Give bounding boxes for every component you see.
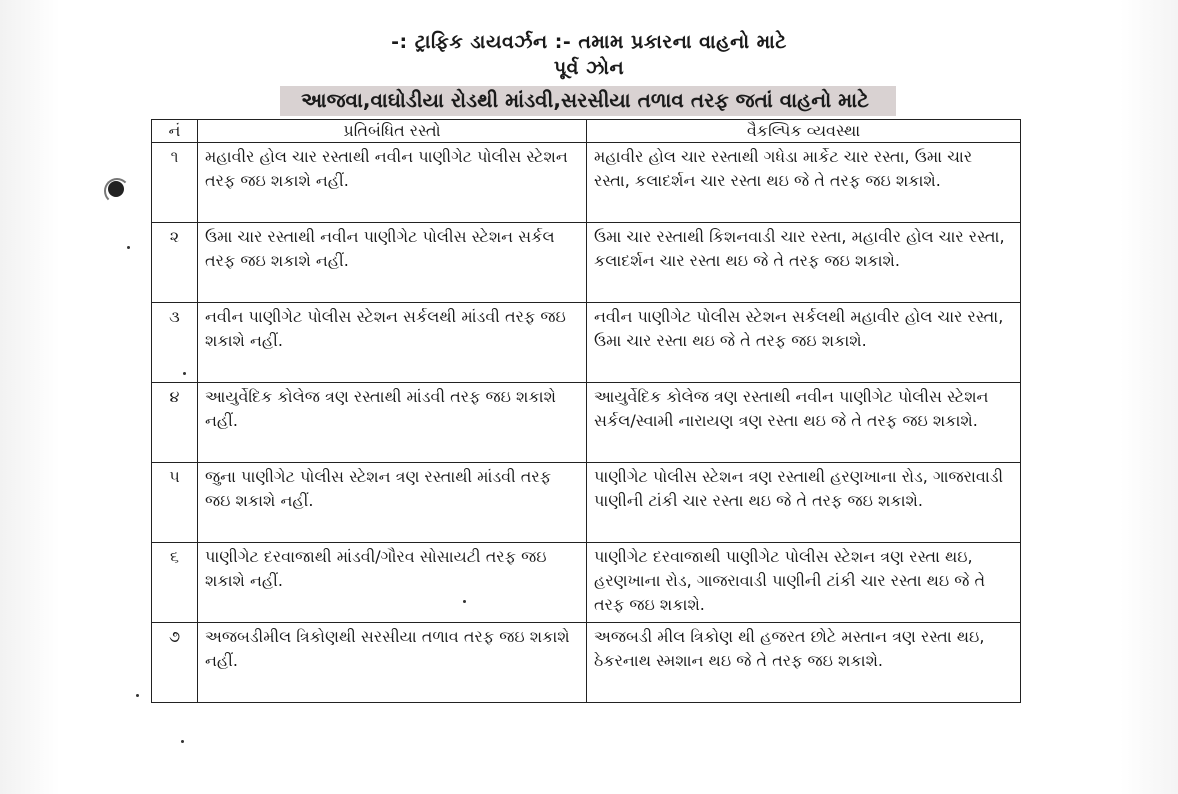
restricted-road-cell: જુના પાણીગેટ પોલીસ સ્ટેશન ત્રણ રસ્તાથી માંડવી તરફ જઇ શકાશે નહીં. xyxy=(198,463,587,543)
restricted-road-cell: ઉમા ચાર રસ્તાથી નવીન પાણીગેટ પોલીસ સ્ટેશન સર્કલ તરફ જઇ શકાશે નહીં. xyxy=(198,223,587,303)
restricted-road-cell: અજબડીમીલ ત્રિકોણથી સરસીયા તળાવ તરફ જઇ શકાશે નહીં. xyxy=(198,623,587,703)
column-header-restricted-road: પ્રતિબંધિત રસ્તો xyxy=(198,120,587,143)
alternative-route-cell: મહાવીર હોલ ચાર રસ્તાથી ગધેડા માર્કેટ ચાર રસ્તા, ઉમા ચાર રસ્તા, કલાદર્શન ચાર રસ્તા થઇ જે તે તરફ જઇ શકાશે. xyxy=(587,143,1021,223)
alternative-route-cell: અજબડી મીલ ત્રિકોણ થી હજરત છોટે મસ્તાન ત્રણ રસ્તા થઇ, ઠેકરનાથ સ્મશાન થઇ જે તે તરફ જઇ શકાશે. xyxy=(587,623,1021,703)
alternative-route-cell: પાણીગેટ દરવાજાથી પાણીગેટ પોલીસ સ્ટેશન ત્રણ રસ્તા થઇ, હરણખાના રોડ, ગાજરાવાડી પાણીની ટાંકી ચાર રસ્તા થઇ જે તે તરફ જઇ શકાશે. xyxy=(587,543,1021,623)
row-number: ૨ xyxy=(152,223,198,303)
table-row xyxy=(152,463,1021,543)
table-row xyxy=(152,303,1021,383)
table-row xyxy=(152,543,1021,623)
scan-speck xyxy=(127,246,130,249)
restricted-road-cell: પાણીગેટ દરવાજાથી માંડવી/ગૌરવ સોસાયટી તરફ જઇ શકાશે નહીં. xyxy=(198,543,587,623)
table-row xyxy=(152,143,1021,223)
row-number: ૫ xyxy=(152,463,198,543)
scan-speck xyxy=(181,740,184,743)
alternative-route-cell: નવીન પાણીગેટ પોલીસ સ્ટેશન સર્કલથી મહાવીર હોલ ચાર રસ્તા, ઉમા ચાર રસ્તા થઇ જે તે તરફ જઇ શકાશે. xyxy=(587,303,1021,383)
table-row xyxy=(152,383,1021,463)
row-number: ૧ xyxy=(152,143,198,223)
table-header-row xyxy=(152,120,1021,143)
alternative-route-cell: પાણીગેટ પોલીસ સ્ટેશન ત્રણ રસ્તાથી હરણખાના રોડ, ગાજરાવાડી પાણીની ટાંકી ચાર રસ્તા થઇ જે તે તરફ જઇ શકાશે. xyxy=(587,463,1021,543)
row-number: ૪ xyxy=(152,383,198,463)
restricted-road-cell: આયુર્વેદિક કોલેજ ત્રણ રસ્તાથી માંડવી તરફ જઇ શકાશે નહીં. xyxy=(198,383,587,463)
alternative-route-cell: આયુર્વેદિક કોલેજ ત્રણ રસ્તાથી નવીન પાણીગેટ પોલીસ સ્ટેશન સર્કલ/સ્વામી નારાયણ ત્રણ રસ્તા થઇ જે તે તરફ જઇ શકાશે. xyxy=(587,383,1021,463)
zone-heading: પૂર્વ ઝોન xyxy=(553,57,625,79)
row-number: ૬ xyxy=(152,543,198,623)
diversion-table xyxy=(151,119,1021,703)
row-number: ૩ xyxy=(152,303,198,383)
column-header-number: નં xyxy=(152,120,198,143)
restricted-road-cell: મહાવીર હોલ ચાર રસ્તાથી નવીન પાણીગેટ પોલીસ સ્ટેશન તરફ જઇ શકાશે નહીં. xyxy=(198,143,587,223)
table-row xyxy=(152,623,1021,703)
scan-speck xyxy=(136,694,139,697)
route-heading: આજવા,વાઘોડીયા રોડથી માંડવી,સરસીયા તળાવ તરફ જતાં વાહનો માટે xyxy=(301,88,869,112)
alternative-route-cell: ઉમા ચાર રસ્તાથી કિશનવાડી ચાર રસ્તા, મહાવીર હોલ ચાર રસ્તા, કલાદર્શન ચાર રસ્તા થઇ જે તે તરફ જઇ શકાશે. xyxy=(587,223,1021,303)
table-row xyxy=(152,223,1021,303)
ink-blot-mark xyxy=(108,181,124,197)
row-number: ૭ xyxy=(152,623,198,703)
column-header-alternative-route: વૈકલ્પિક વ્યવસ્થા xyxy=(587,120,1021,143)
restricted-road-cell: નવીન પાણીગેટ પોલીસ સ્ટેશન સર્કલથી માંડવી તરફ જઇ શકાશે નહીં. xyxy=(198,303,587,383)
document-title: -: ટ્રાફિક ડાયવર્ઝન :- તમામ પ્રકારના વાહનો માટે xyxy=(391,31,787,53)
